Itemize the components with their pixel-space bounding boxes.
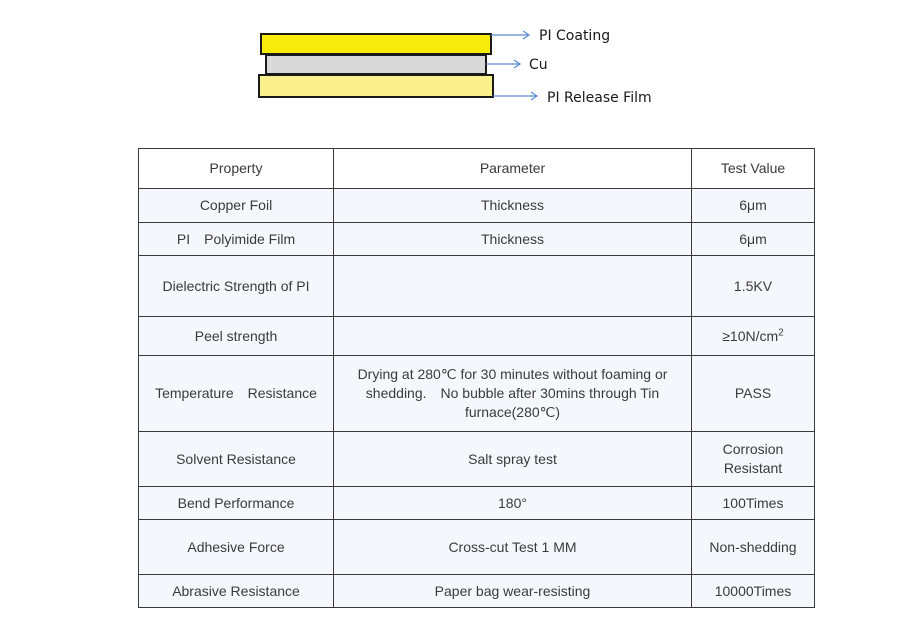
table-row bbox=[139, 189, 815, 223]
header-parameter: Parameter bbox=[334, 149, 692, 189]
table-row bbox=[139, 520, 815, 575]
row-value: Non-shedding bbox=[692, 520, 815, 575]
row-parameter: Drying at 280℃ for 30 minutes without foaming or shedding. No bubble after 30mins through Tin furnace(280℃) bbox=[334, 356, 692, 432]
row-value: 1.5KV bbox=[692, 256, 815, 317]
row-property: Copper Foil bbox=[139, 189, 334, 223]
row-parameter: 180° bbox=[334, 487, 692, 520]
table-header-row bbox=[139, 149, 815, 189]
table-row bbox=[139, 487, 815, 520]
cu-layer bbox=[266, 55, 486, 74]
row-parameter: Salt spray test bbox=[334, 432, 692, 487]
header-property: Property bbox=[139, 149, 334, 189]
row-value: Corrosion Resistant bbox=[692, 432, 815, 487]
pi-coating-label: PI Coating bbox=[539, 28, 611, 44]
table-row bbox=[139, 317, 815, 356]
table-row bbox=[139, 575, 815, 608]
peel-strength-value: ≥10N/cm bbox=[722, 327, 779, 344]
row-property: Peel strength bbox=[139, 317, 334, 356]
table-row bbox=[139, 256, 815, 317]
row-property: Abrasive Resistance bbox=[139, 575, 334, 608]
row-property: PI Polyimide Film bbox=[139, 223, 334, 256]
pi-coating-layer bbox=[261, 34, 491, 54]
cu-arrow bbox=[486, 60, 520, 68]
row-value: 6μm bbox=[692, 189, 815, 223]
row-parameter: Cross-cut Test 1 MM bbox=[334, 520, 692, 575]
row-parameter bbox=[334, 256, 692, 317]
row-property: Bend Performance bbox=[139, 487, 334, 520]
row-value: PASS bbox=[692, 356, 815, 432]
table-row bbox=[139, 223, 815, 256]
row-parameter: Paper bag wear-resisting bbox=[334, 575, 692, 608]
row-value: 100Times bbox=[692, 487, 815, 520]
row-property: Temperature Resistance bbox=[139, 356, 334, 432]
row-property: Adhesive Force bbox=[139, 520, 334, 575]
row-parameter: Thickness bbox=[334, 223, 692, 256]
row-value bbox=[692, 317, 815, 356]
pi-release-film-arrow bbox=[493, 92, 537, 100]
row-property: Dielectric Strength of PI bbox=[139, 256, 334, 317]
row-value: 6μm bbox=[692, 223, 815, 256]
table-row bbox=[139, 432, 815, 487]
header-test-value: Test Value bbox=[692, 149, 815, 189]
peel-strength-exponent: 2 bbox=[778, 326, 784, 338]
pi-coating-arrow bbox=[491, 31, 529, 39]
row-property: Solvent Resistance bbox=[139, 432, 334, 487]
cu-label: Cu bbox=[529, 57, 548, 73]
pi-release-film-layer bbox=[259, 75, 493, 97]
row-value: 10000Times bbox=[692, 575, 815, 608]
pi-release-film-label: PI Release Film bbox=[547, 90, 652, 106]
row-parameter bbox=[334, 317, 692, 356]
specification-table bbox=[138, 148, 815, 608]
row-parameter: Thickness bbox=[334, 189, 692, 223]
table-row bbox=[139, 356, 815, 432]
layer-structure-diagram bbox=[250, 20, 690, 110]
